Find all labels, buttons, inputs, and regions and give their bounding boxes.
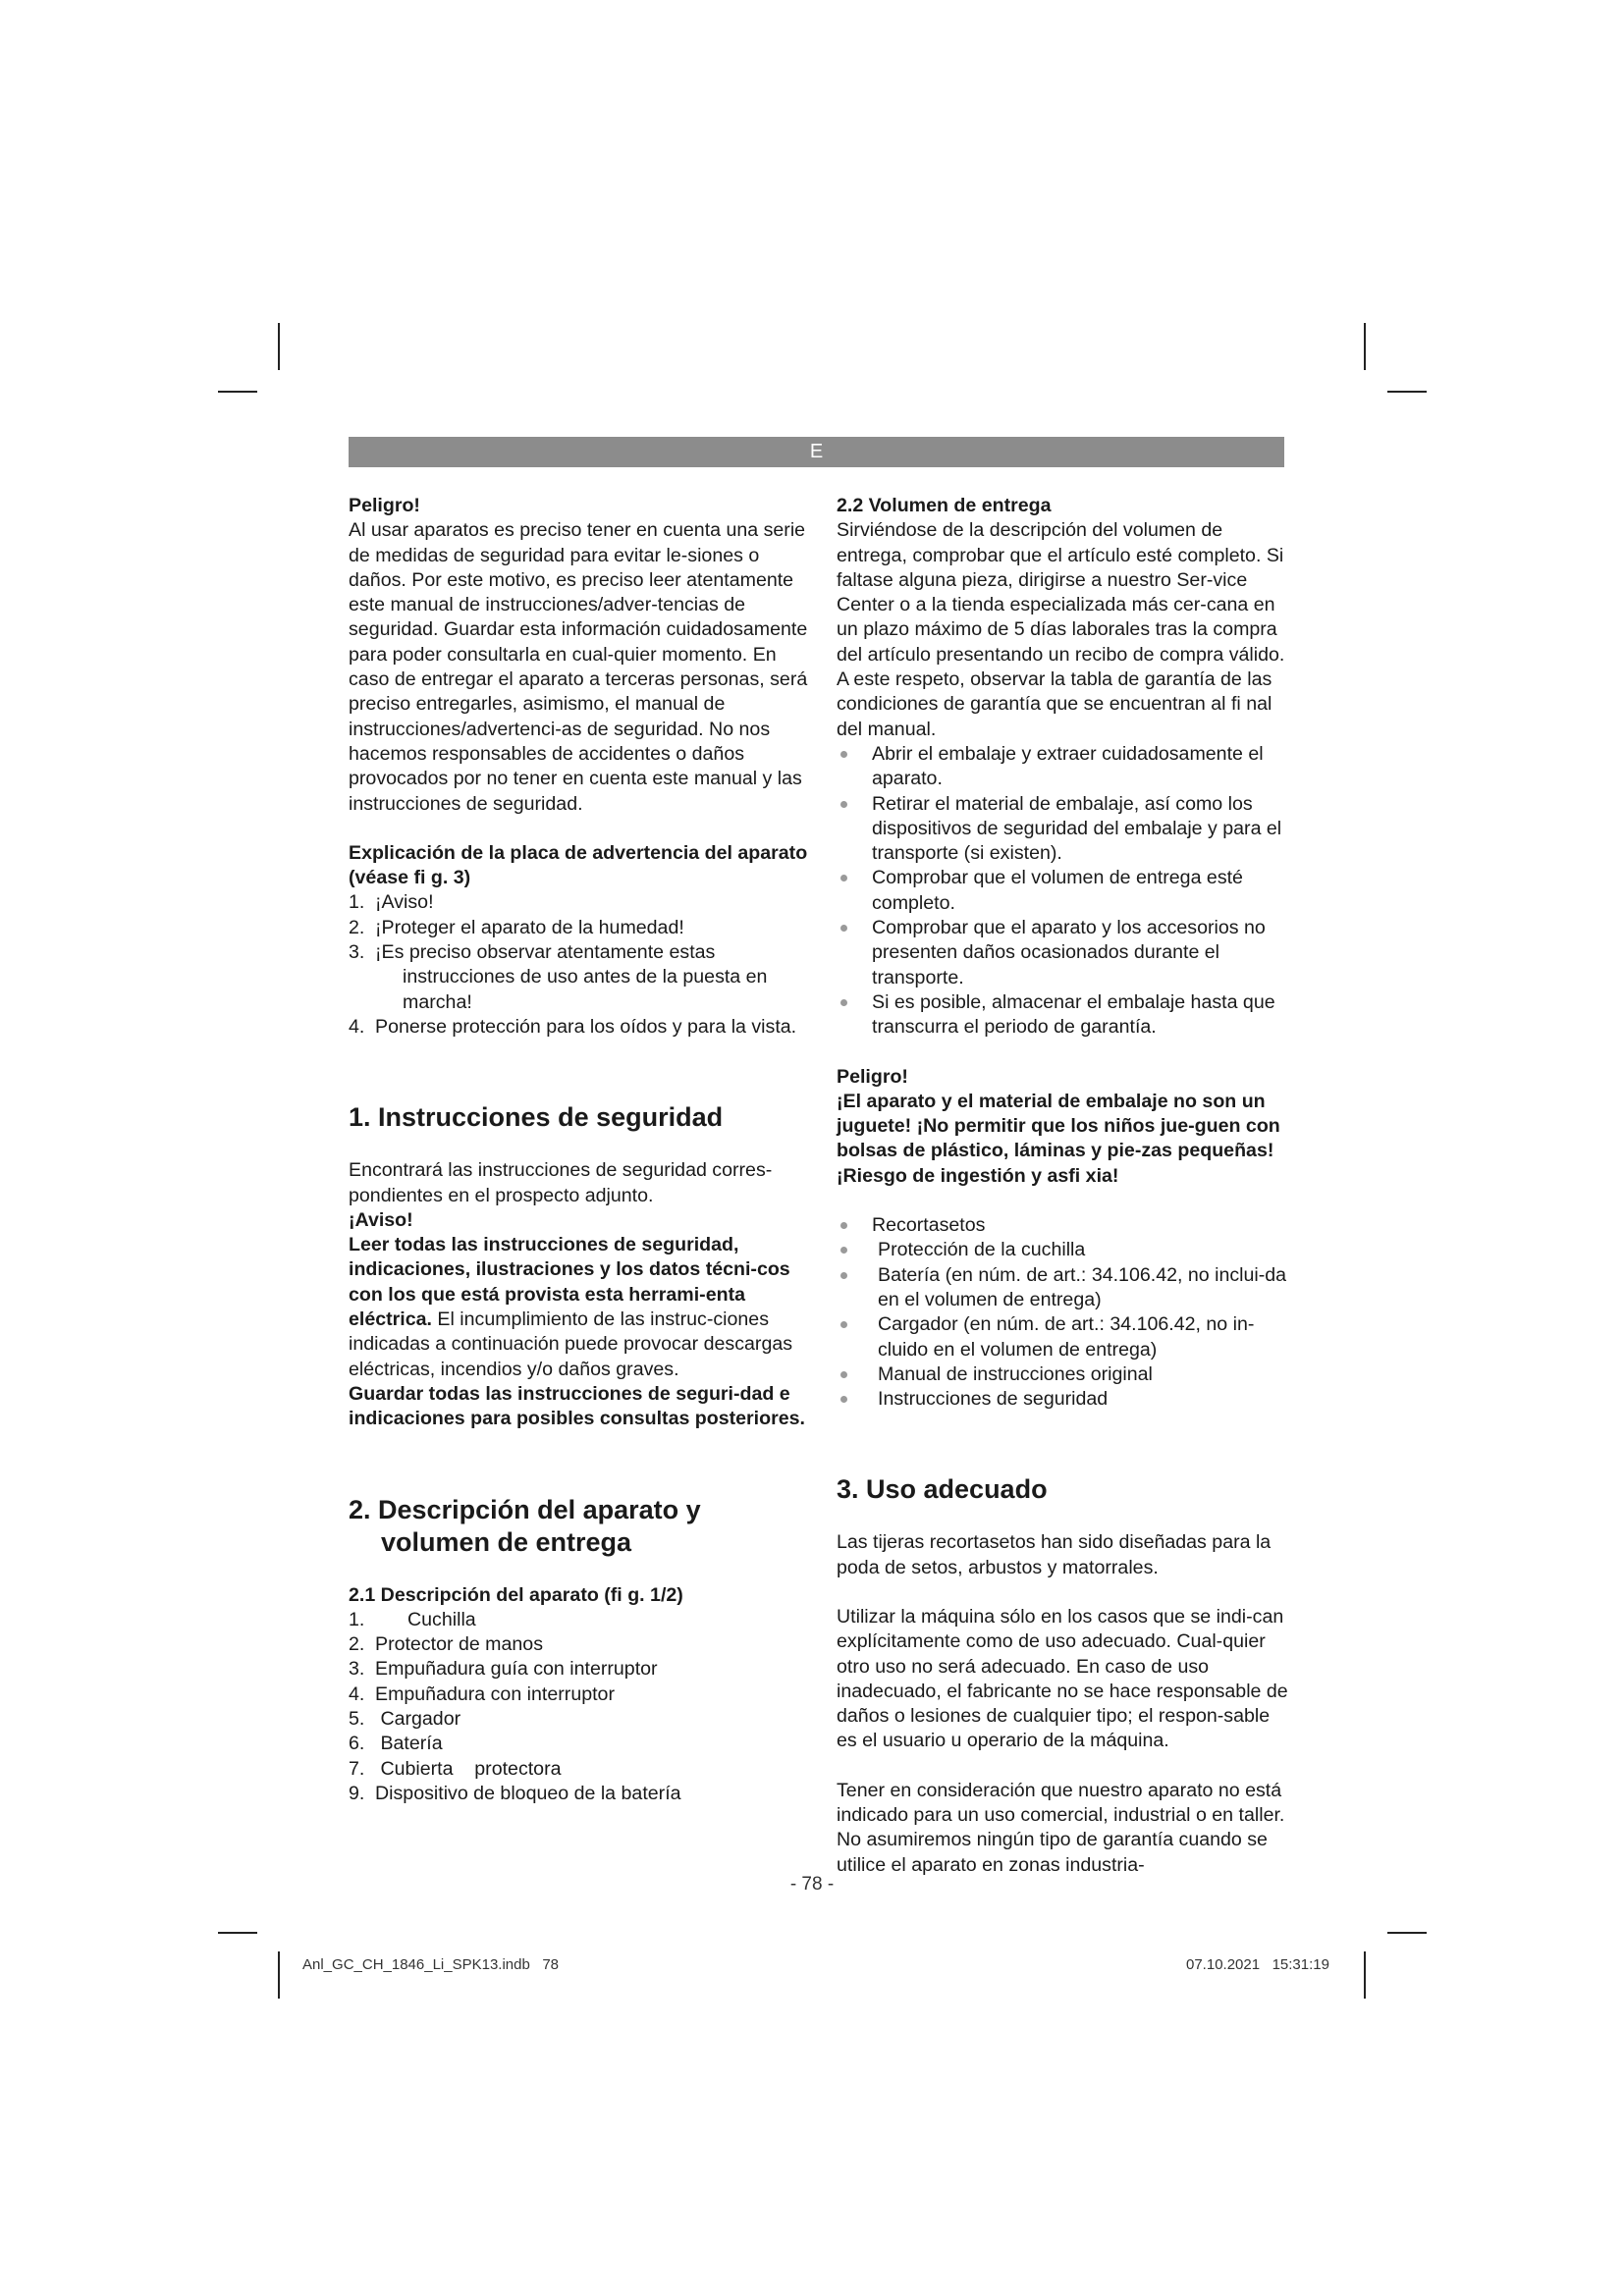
subsection-2-1-title: 2.1 Descripción del aparato (fi g. 1/2) (349, 1583, 683, 1606)
list-item: Protección de la cuchilla (837, 1238, 1288, 1262)
list-item: Instrucciones de seguridad (837, 1387, 1288, 1412)
list-item: 6. Batería (349, 1733, 443, 1755)
list-item: Comprobar que el volumen de entrega esté completo. (837, 866, 1288, 916)
footer-timestamp: 07.10.2021 15:31:19 (1186, 1956, 1329, 1973)
language-code: E (809, 441, 824, 462)
list-item: 1. ¡Aviso! (349, 891, 434, 914)
list-item: Recortasetos (837, 1213, 1288, 1238)
list-item: Retirar el material de embalaje, así como los dispositivos de seguridad del embalaje y para el transporte (si existen). (837, 792, 1288, 867)
list-item: 7. Cubierta protectora (349, 1757, 562, 1780)
crop-mark-bottom-left-vertical (278, 1951, 280, 1999)
list-item: Batería (en núm. de art.: 34.106.42, no inclui-da en el volumen de entrega) (837, 1263, 1288, 1313)
section-1-title: 1. Instrucciones de seguridad (349, 1102, 724, 1133)
crop-mark-top-left-horizontal (218, 391, 257, 393)
list-item: Comprobar que el aparato y los accesorios no presenten daños ocasionados durante el transporte. (837, 916, 1288, 990)
crop-mark-bottom-right-horizontal (1387, 1932, 1427, 1934)
section-3-paragraph-3: Tener en consideración que nuestro aparato no está indicado para un uso comercial, industrial o en taller. No asumiremos ningún tipo de garantía cuando se utilice el aparato en zonas industria- (837, 1779, 1285, 1876)
right-column (837, 494, 1288, 1878)
section-1-paragraph: Leer todas las instrucciones de seguridad, indicaciones, ilustraciones y los datos técni-cos con los que está provista esta herrami-enta eléctrica. El incumplimiento de las instruc-ciones indicadas a continuación puede provocar descargas eléctricas, incendios y/o daños graves. (349, 1234, 793, 1380)
list-item: Si es posible, almacenar el embalaje hasta que transcurra el periodo de garantía. (837, 990, 1288, 1041)
warning-plate-list (349, 890, 810, 1040)
list-item: 4. Empuñadura con interruptor (349, 1682, 615, 1705)
unpacking-steps-list (837, 742, 1288, 1041)
subsection-2-2-title: 2.2 Volumen de entrega (837, 495, 1052, 516)
crop-mark-top-left-vertical (278, 323, 280, 370)
danger-title: Peligro! (349, 495, 420, 516)
danger-2-title: Peligro! (837, 1065, 908, 1088)
danger-text: Al usar aparatos es preciso tener en cuenta una serie de medidas de seguridad para evitar le-siones o daños. Por este motivo, es preciso leer atentamente este manual de instrucciones/adver-tencias de seguridad. Guardar esta información cuidadosamente para poder consultarla en cual-quier momento. En caso de entregar el aparato a terceras personas, será preciso entregarles, asimismo, el manual de instrucciones/advertenci-as de seguridad. No nos hacemos responsables de accidentes o daños provocados por no tener en cuenta este manual y las instrucciones de seguridad. (349, 519, 808, 815)
list-item: 3. Empuñadura guía con interruptor (349, 1658, 658, 1681)
crop-mark-bottom-left-horizontal (218, 1932, 257, 1934)
section-3-paragraph-2: Utilizar la máquina sólo en los casos que se indi-can explícitamente como de uso adecuado. Cual-quier otro uso no será adecuado. En caso de uso inadecuado, el fabricante no se hace responsable de daños o lesiones de cualquier tipo; el respon-sable es el usuario u operario de la máquina. (837, 1605, 1288, 1752)
list-item: 3. ¡Es preciso observar atentamente estas instrucciones de uso antes de la puesta en marcha! (349, 941, 768, 1013)
list-item: 5. Cargador (349, 1707, 461, 1730)
list-item: Cargador (en núm. de art.: 34.106.42, no in-cluido en el volumen de entrega) (837, 1312, 1288, 1362)
crop-mark-top-right-vertical (1364, 323, 1366, 370)
footer-file-name: Anl_GC_CH_1846_Li_SPK13.indb 78 (302, 1956, 560, 1973)
delivery-contents-list (837, 1213, 1288, 1412)
warning-plate-title: Explicación de la placa de advertencia del aparato (véase fi g. 3) (349, 841, 808, 889)
list-item: 2. Protector de manos (349, 1633, 543, 1656)
page-number: - 78 - (789, 1874, 835, 1895)
subsection-2-2-text: Sirviéndose de la descripción del volumen de entrega, comprobar que el artículo esté completo. Si faltase alguna pieza, dirigirse a nuestro Ser-vice Center o a la tienda especializada más cer-cana en un plazo máximo de 5 días laborales tras la compra del artículo presentando un recibo de compra válido. A este respeto, observar la tabla de garantía de las condiciones de garantía que se encuentran al fi nal del manual. (837, 519, 1285, 740)
left-column (349, 494, 810, 1806)
crop-mark-top-right-horizontal (1387, 391, 1427, 393)
section-1-keep-instructions: Guardar todas las instrucciones de seguri-dad e indicaciones para posibles consultas posteriores. (349, 1382, 805, 1430)
device-parts-list (349, 1608, 810, 1806)
section-1-intro: Encontrará las instrucciones de seguridad corres-pondientes en el prospecto adjunto. (349, 1159, 773, 1206)
section-3-title: 3. Uso adecuado (837, 1474, 1048, 1505)
list-item: Abrir el embalaje y extraer cuidadosamente el aparato. (837, 742, 1288, 792)
list-item: 2. ¡Proteger el aparato de la humedad! (349, 916, 684, 938)
list-item: 4. Ponerse protección para los oídos y para la vista. (349, 1015, 797, 1038)
section-2-title: 2. Descripción del aparato y volumen de entrega (349, 1494, 701, 1557)
list-item: 9. Dispositivo de bloqueo de la batería (349, 1782, 681, 1804)
crop-mark-bottom-right-vertical (1364, 1951, 1366, 1999)
list-item: 1. Cuchilla (349, 1608, 476, 1630)
list-item: Manual de instrucciones original (837, 1362, 1288, 1387)
language-header-bar (349, 437, 1284, 467)
section-3-paragraph-1: Las tijeras recortasetos han sido diseñadas para la poda de setos, arbustos y matorrales. (837, 1531, 1272, 1578)
section-1-warning: ¡Aviso! (349, 1208, 413, 1231)
danger-2-text: ¡El aparato y el material de embalaje no son un juguete! ¡No permitir que los niños jue-guen con bolsas de plástico, láminas y pie-zas pequeñas! ¡Riesgo de ingestión y asfi xia! (837, 1090, 1280, 1187)
